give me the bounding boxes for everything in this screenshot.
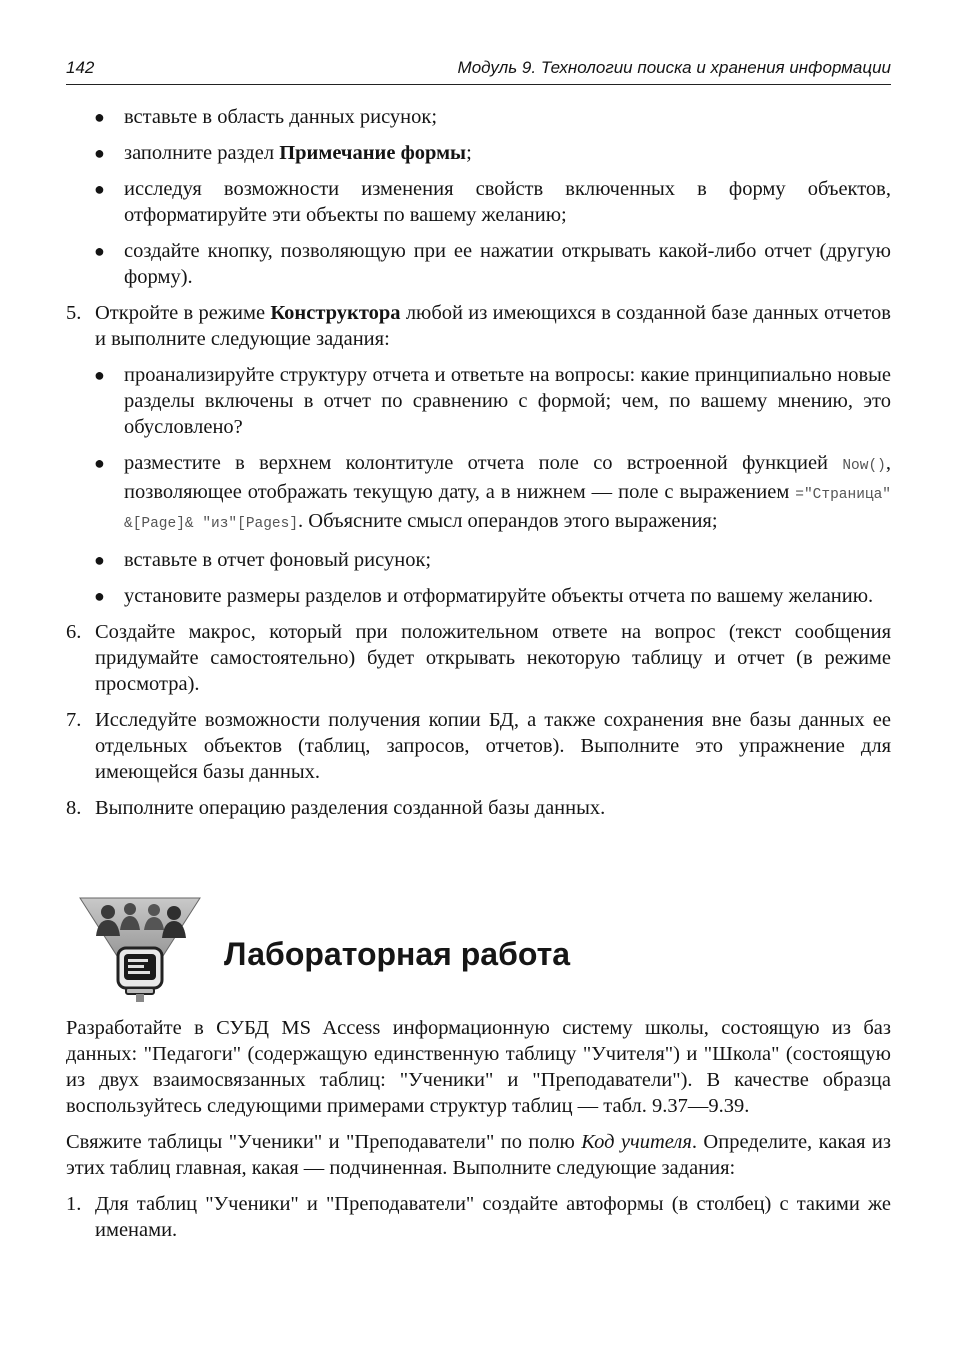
list-item: ● проанализируйте структуру отчета и ответьте на вопросы: какие принципиально новые разделы включены в отчет по сравнению с формой; чем, по вашему мнению, это обусловлено?	[94, 364, 891, 438]
code-snippet: ="Страница" &[Page]& "из"[Pages]	[124, 487, 891, 532]
list-item: ● вставьте в область данных рисунок;	[94, 106, 438, 128]
numbered-item-1: 1. Для таблиц "Ученики" и "Преподаватели" создайте автоформы (в столбец) с такими же именами.	[66, 1193, 891, 1241]
bold-term: Конструктора	[270, 302, 401, 324]
list-item: ● заполните раздел Примечание формы;	[94, 142, 472, 164]
bullet-icon: ●	[94, 550, 105, 570]
running-title: Модуль 9. Технологии поиска и хранения информации	[457, 58, 891, 77]
item-number: 7.	[66, 709, 82, 731]
item-number: 8.	[66, 797, 82, 819]
paragraph: Свяжите таблицы "Ученики" и "Преподаватели" по полю Код учителя. Определите, какая из этих таблиц главная, какая — подчиненная. Выполните следующие задания:	[66, 1131, 892, 1179]
exercise-list	[66, 104, 891, 831]
list-item: ● создайте кнопку, позволяющую при ее нажатии открывать какой-либо отчет (другую форму).	[94, 240, 891, 288]
bullet-icon: ●	[94, 241, 105, 261]
bullet-icon: ●	[94, 586, 105, 606]
page-number: 142	[66, 58, 95, 77]
lab-body	[66, 1015, 891, 1253]
bullet-icon: ●	[94, 179, 105, 199]
list-item: ● установите размеры разделов и отформатируйте объекты отчета по вашему желанию.	[94, 585, 874, 607]
item-number: 6.	[66, 621, 82, 643]
bold-term: Примечание формы	[279, 142, 467, 164]
list-item: ● разместите в верхнем колонтитуле отчета поле со встроенной функцией Now(), позволяющее отображать текущую дату, а в нижнем — поле с выражением ="Страница" &[Page]& "из"[Pages]. Объясните смысл операндов этого выражения;	[94, 452, 891, 532]
section-title: Лабораторная работа	[224, 936, 571, 972]
list-item: ● исследуя возможности изменения свойств включенных в форму объектов, отформатируйте эти объекты по вашему желанию;	[94, 178, 891, 226]
list-item: ● вставьте в отчет фоновый рисунок;	[94, 549, 432, 571]
numbered-item-5: 5. Откройте в режиме Конструктора любой из имеющихся в созданной базе данных отчетов и выполните следующие задания:	[66, 302, 891, 350]
bullet-icon: ●	[94, 453, 105, 473]
item-number: 5.	[66, 302, 82, 324]
code-snippet: Now()	[842, 458, 886, 474]
running-header	[66, 54, 891, 85]
italic-term: Код учителя	[581, 1131, 692, 1153]
group-at-computer-icon	[78, 896, 202, 1006]
numbered-item-7: 7. Исследуйте возможности получения копии БД, а также сохранения вне базы данных ее отдельных объектов (таблиц, запросов, отчетов). Выполните это упражнение для имеющейся базы данных.	[66, 709, 891, 783]
numbered-item-8: 8. Выполните операцию разделения созданной базы данных.	[66, 797, 606, 819]
paragraph: Разработайте в СУБД MS Access информационную систему школы, состоящую из баз данных: "Педагоги" (содержащую единственную таблицу "Учителя") и "Школа" (состоящую из двух взаимосвязанных таблиц: "Ученики" и "Преподаватели"). В качестве образца воспользуйтесь следующими примерами структур таблиц — табл. 9.37—9.39.	[66, 1017, 891, 1117]
lab-section-heading	[66, 896, 891, 1008]
numbered-item-6: 6. Создайте макрос, который при положительном ответе на вопрос (текст сообщения придумайте самостоятельно) будет открывать некоторую таблицу и отчет (в режиме просмотра).	[66, 621, 891, 695]
bullet-icon: ●	[94, 107, 105, 127]
bullet-icon: ●	[94, 143, 105, 163]
bullet-icon: ●	[94, 365, 105, 385]
item-number: 1.	[66, 1193, 82, 1215]
